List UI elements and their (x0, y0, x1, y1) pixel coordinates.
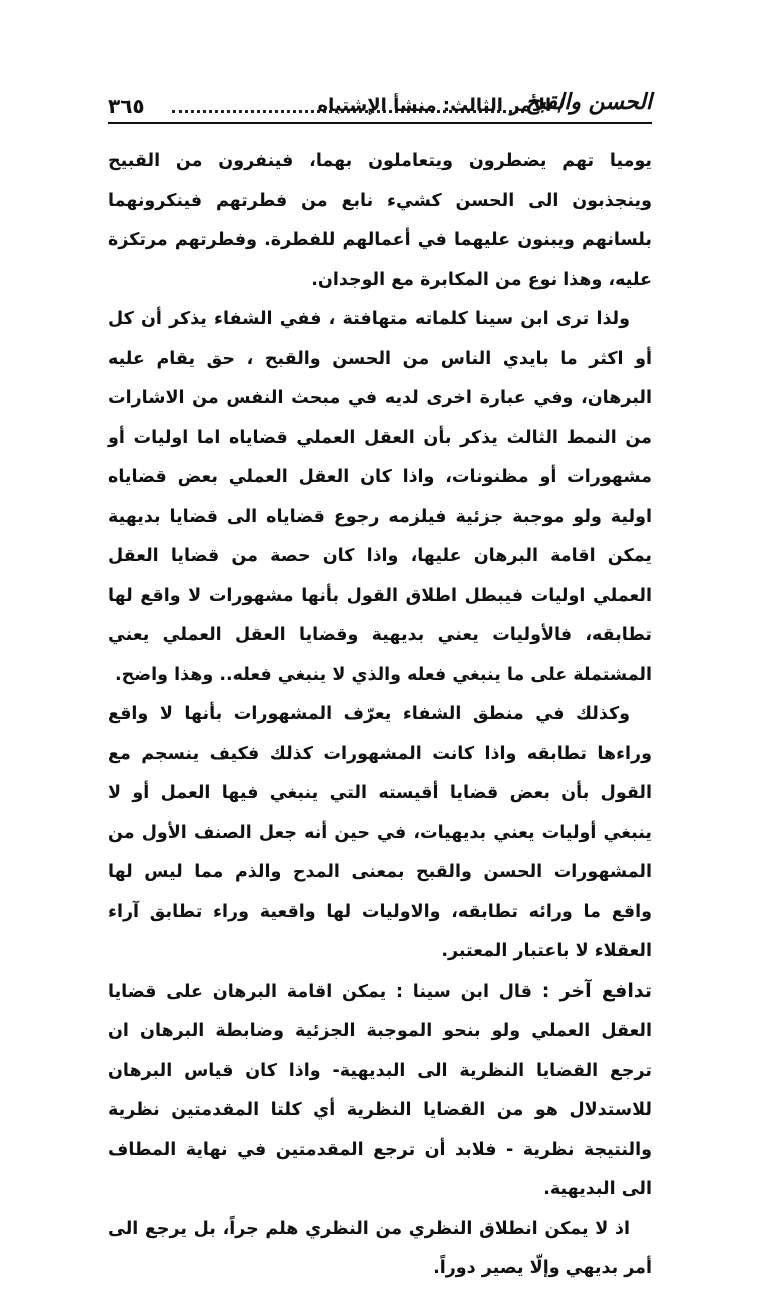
body-text (108, 142, 652, 1289)
page-number: ٣٦٥ (108, 94, 145, 118)
paragraph (108, 142, 652, 300)
paragraph (108, 300, 652, 695)
paragraph-text: ولذا ترى ابن سينا كلماته متهافتة ، ففي الشفاء يذكر أن كل أو اكثر ما بايدي الناس من الحسن والقبح ، حق يقام عليه البرهان، وفي عبارة اخرى لديه في مبحث النفس من الاشارات من النمط الثالث يذكر بأن العقل العملي قضاياه اما اوليات أو مشهورات أو مظنونات، واذا كان العقل العملي بعض قضاياه اولية ولو موجبة جزئية فيلزمه رجوع قضاياه الى قضايا بديهية يمكن اقامة البرهان عليها، واذا كان حصة من قضايا العقل العملي اوليات فيبطل اطلاق القول بأنها مشهورات لا واقع لها تطابقه، فالأوليات يعني بديهية وقضايا العقل العملي يعني المشتملة على ما ينبغي فعله والذي لا ينبغي فعله.. وهذا واضح. (108, 309, 652, 685)
page-header (108, 80, 652, 124)
header-rule (108, 122, 652, 124)
section-term: تدافع آخر : (541, 979, 652, 1002)
paragraph-text: قال ابن سينا : يمكن اقامة البرهان على قضايا العقل العملي ولو بنحو الموجبة الجزئية وضابطة البرهان ان ترجع القضايا النظرية الى البديهية- واذا كان قياس البرهان للاستدلال هو من القضايا النظرية أي كلتا المقدمتين نظرية والنتيجة نظرية - فلابد أن ترجع المقدمتين في نهاية المطاف الى البديهية. (108, 981, 652, 1199)
paragraph-text: اذ لا يمكن انطلاق النظري من النظري هلم جراً، بل يرجع الى أمر بديهي وإلّا يصير دوراً. (108, 1218, 652, 1278)
book-logo: الحسن والقبح (525, 89, 652, 115)
paragraph (108, 695, 652, 972)
paragraph (108, 1210, 652, 1289)
chapter-title: / الأمر الثالث: منشأ الإشتباه (317, 95, 564, 116)
paragraph-text: وكذلك في منطق الشفاء يعرّف المشهورات بأنها لا واقع وراءها تطابقه واذا كانت المشهورات كذلك فكيف ينسجم مع القول بأن بعض قضايا أقيسته التي ينبغي فيها العمل أو لا ينبغي أوليات يعني بديهيات، في حين أنه جعل الصنف الأول من المشهورات الحسن والقبح بمعنى المدح والذم مما ليس لها واقع ما ورائه تطابقه، والاوليات لها واقعية وراء تطابق آراء العقلاء لا باعتبار المعتبر. (108, 704, 652, 961)
paragraph (108, 972, 652, 1210)
paragraph-text: يوميا تهم يضطرون ويتعاملون بهما، فينفرون من القبيح وينجذبون الى الحسن كشيء نابع من فطرتهم فينكرونهما بلسانهم ويبنون عليهما في أعمالهم للفطرة. وفطرتهم مرتكزة عليه، وهذا نوع من المكابرة مع الوجدان. (108, 151, 652, 290)
